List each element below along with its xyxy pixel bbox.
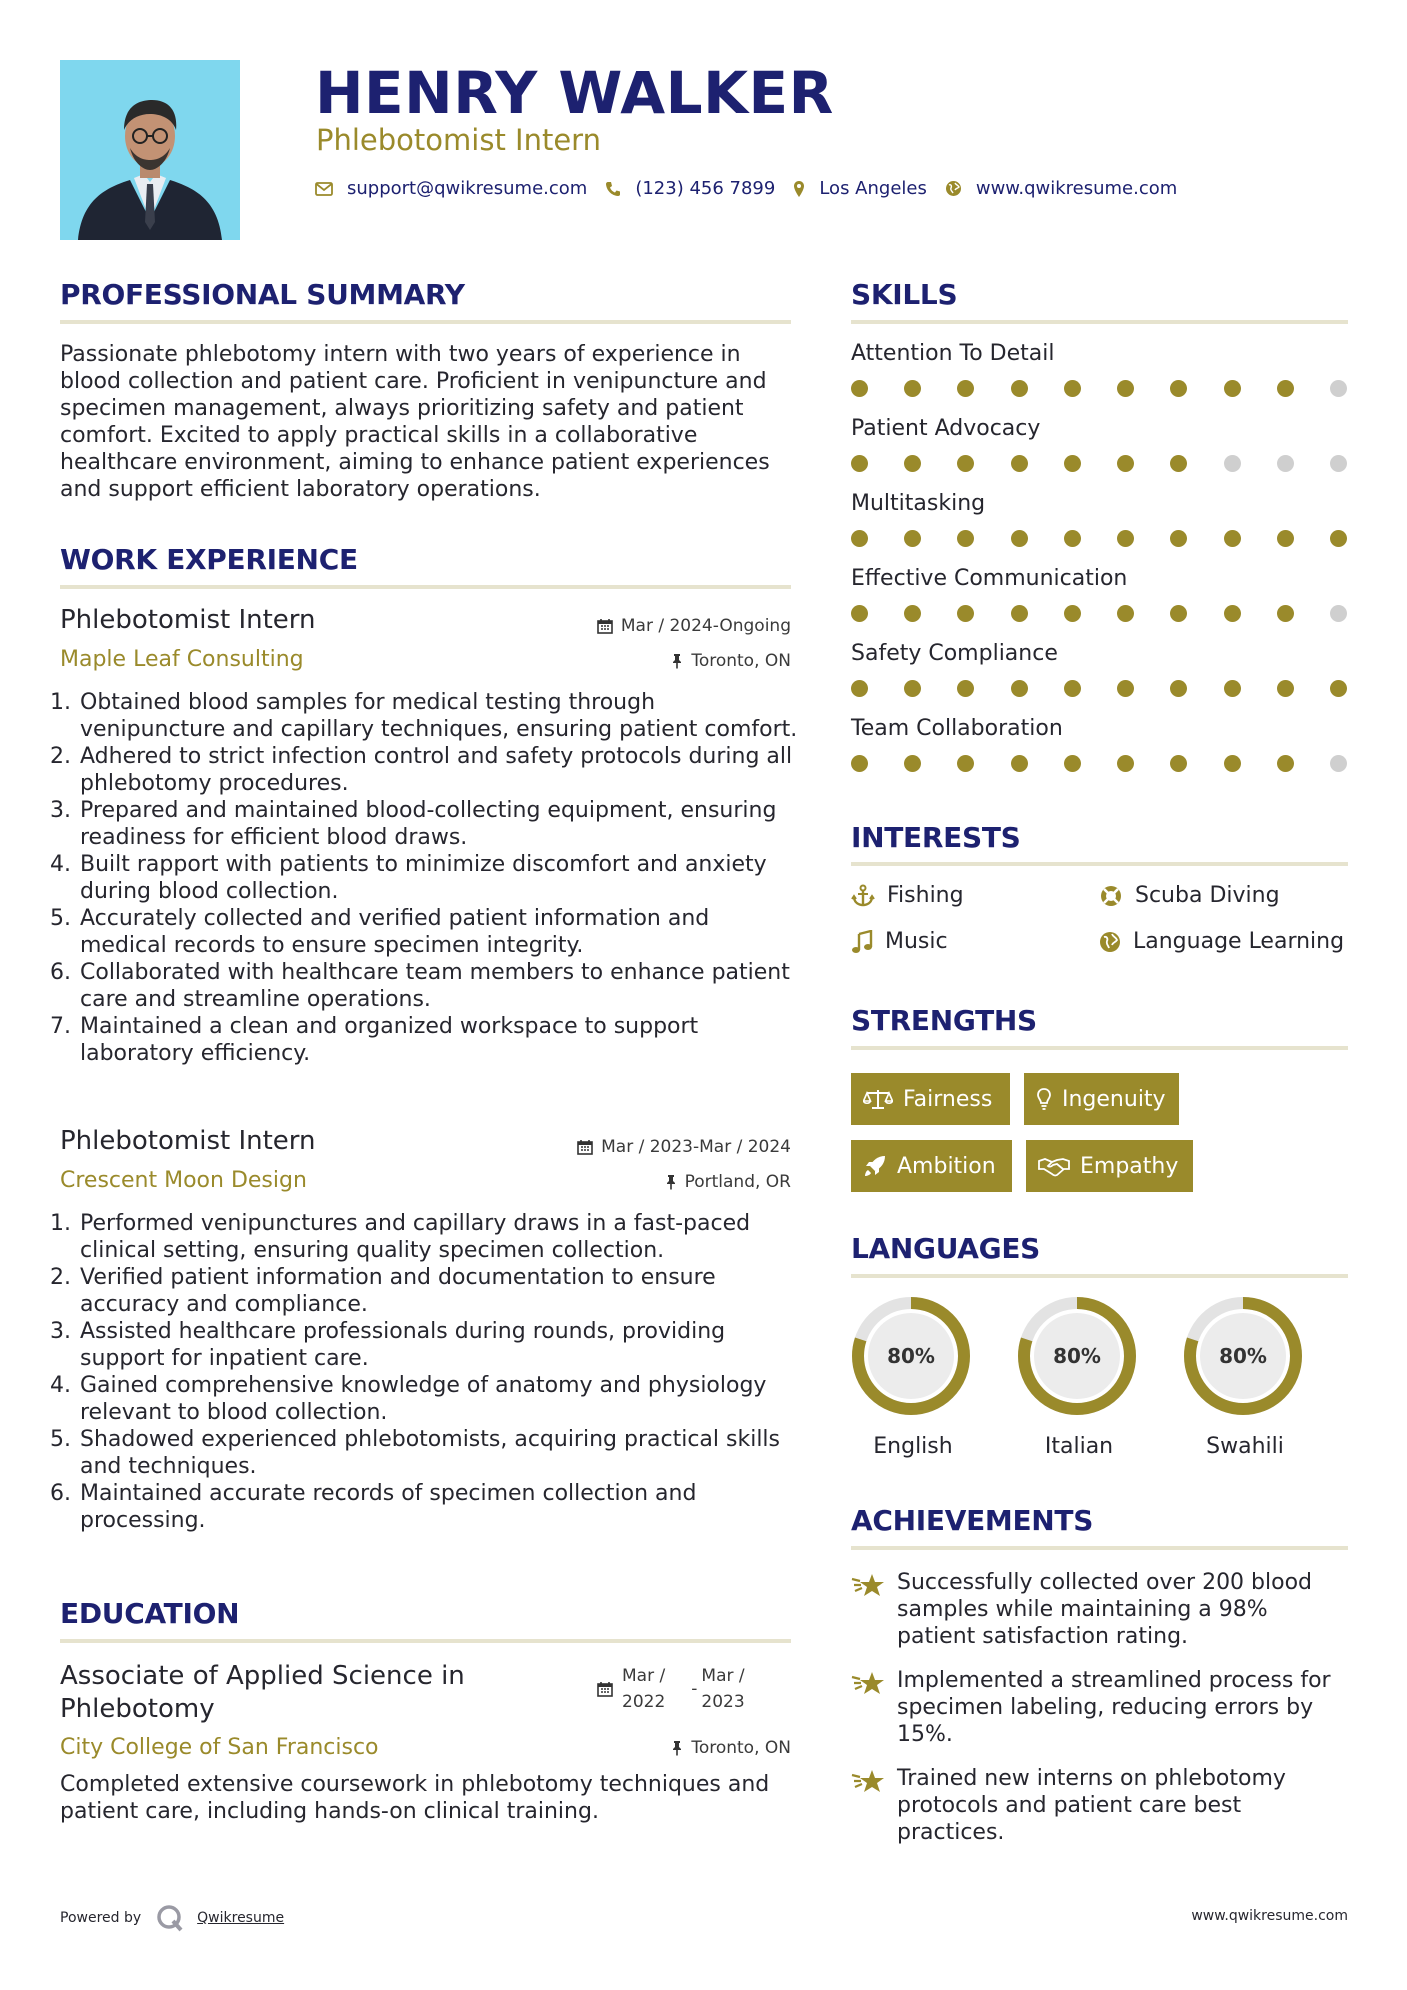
- skill-rating: [851, 755, 1347, 772]
- rating-dot: [1064, 605, 1081, 622]
- list-item: 7. Maintained a clean and organized workspace to support laboratory efficiency.: [78, 1013, 798, 1067]
- date-separator: -: [691, 1679, 698, 1699]
- rating-dot: [1011, 380, 1028, 397]
- rating-dot: [1011, 455, 1028, 472]
- language-percent: 80%: [1219, 1344, 1267, 1368]
- pushpin-icon: [671, 1740, 683, 1756]
- contact-location: [793, 178, 927, 199]
- achievement-item: [851, 1765, 1348, 1846]
- school-name: City College of San Francisco: [60, 1735, 379, 1760]
- skill-rating: [851, 455, 1347, 472]
- achievement-item: [851, 1667, 1348, 1748]
- summary-line: and support efficient laboratory operations.: [60, 477, 541, 502]
- rating-dot: [1064, 530, 1081, 547]
- list-item: 1. Obtained blood samples for medical testing through venipuncture and capillary techniques, ensuring patient comfort.: [78, 689, 798, 743]
- location-text: Los Angeles: [819, 178, 927, 199]
- rating-dot: [904, 455, 921, 472]
- rating-dot: [1330, 455, 1347, 472]
- rating-dot: [1117, 455, 1134, 472]
- achievements-list: [851, 1569, 1348, 1846]
- rating-dot: [904, 680, 921, 697]
- rating-dot: [1064, 755, 1081, 772]
- skill-name: Attention To Detail: [851, 341, 1055, 366]
- education-description: Completed extensive coursework in phlebotomy techniques and patient care, including hands-on clinical training.: [60, 1772, 770, 1824]
- rating-dot: [1224, 530, 1241, 547]
- rating-dot: [1011, 755, 1028, 772]
- rating-dot: [1011, 605, 1028, 622]
- skill-name: Safety Compliance: [851, 641, 1058, 666]
- rating-dot: [1277, 530, 1294, 547]
- rating-dot: [851, 680, 868, 697]
- phone-text: (123) 456 7899: [635, 178, 776, 199]
- rating-dot: [957, 755, 974, 772]
- job-title: Phlebotomist Intern: [60, 1126, 316, 1156]
- footer-powered: [60, 1903, 284, 1933]
- skill-item: [851, 641, 1347, 716]
- list-item: 2. Verified patient information and documentation to ensure accuracy and compliance.: [78, 1264, 813, 1318]
- rating-dot: [1277, 680, 1294, 697]
- rating-dot: [1170, 455, 1187, 472]
- degree-title: [60, 1660, 465, 1726]
- summary-line: healthcare environment, aiming to enhance patient experiences: [60, 450, 770, 475]
- interest-label: Music: [885, 929, 948, 954]
- pushpin-icon: [665, 1174, 677, 1190]
- strengths-heading: STRENGTHS: [851, 1004, 1037, 1037]
- job-date: [577, 1137, 791, 1157]
- anchor-icon: [851, 884, 875, 908]
- skill-item: [851, 416, 1347, 491]
- interest-item: [851, 929, 948, 954]
- rating-dot: [1170, 680, 1187, 697]
- strength-label: Ingenuity: [1062, 1086, 1166, 1112]
- list-item: 2. Adhered to strict infection control and safety protocols during all phlebotomy procedures.: [78, 743, 798, 797]
- rating-dot: [851, 530, 868, 547]
- envelope-icon: [315, 182, 333, 196]
- rating-dot: [1117, 530, 1134, 547]
- rating-dot: [1117, 605, 1134, 622]
- rating-dot: [851, 380, 868, 397]
- rating-dot: [1277, 755, 1294, 772]
- list-item: 4. Built rapport with patients to minimize discomfort and anxiety during blood collection.: [78, 851, 798, 905]
- rating-dot: [1277, 605, 1294, 622]
- languages-rule: [851, 1274, 1348, 1278]
- footer-site[interactable]: www.qwikresume.com: [1191, 1908, 1348, 1924]
- skill-name: Patient Advocacy: [851, 416, 1041, 441]
- strength-label: Empathy: [1080, 1153, 1179, 1179]
- contact-phone[interactable]: [605, 178, 775, 199]
- language-percent: 80%: [1053, 1344, 1101, 1368]
- rating-dot: [904, 380, 921, 397]
- profile-photo: [60, 60, 240, 240]
- rating-dot: [1224, 680, 1241, 697]
- job-title: Phlebotomist Intern: [60, 605, 316, 635]
- job-location: [665, 1172, 791, 1192]
- strength-tag: [1024, 1073, 1179, 1125]
- balance-scale-icon: [863, 1088, 893, 1110]
- rating-dot: [957, 380, 974, 397]
- rating-dot: [1224, 380, 1241, 397]
- rating-dot: [904, 605, 921, 622]
- rating-dot: [1170, 755, 1187, 772]
- job-responsibilities: [60, 1210, 813, 1534]
- summary-text: [60, 341, 800, 503]
- lightbulb-icon: [1036, 1087, 1052, 1111]
- rating-dot: [1330, 605, 1347, 622]
- interest-label: Fishing: [887, 883, 964, 908]
- rating-dot: [1011, 680, 1028, 697]
- skill-name: Multitasking: [851, 491, 986, 516]
- job-date-text: Mar / 2024-Ongoing: [620, 616, 791, 636]
- music-note-icon: [851, 930, 873, 954]
- rating-dot: [1330, 380, 1347, 397]
- job-location-text: Portland, OR: [684, 1172, 791, 1192]
- rating-dot: [1064, 455, 1081, 472]
- interest-label: Scuba Diving: [1135, 883, 1280, 908]
- strengths-rule: [851, 1046, 1348, 1050]
- candidate-name: HENRY WALKER: [315, 59, 834, 127]
- date-part: Mar /: [622, 1666, 666, 1686]
- summary-line: comfort. Excited to apply practical skills in a collaborative: [60, 423, 698, 448]
- rating-dot: [851, 605, 868, 622]
- list-item: 6. Maintained accurate records of specimen collection and processing.: [78, 1480, 813, 1534]
- strength-tag: [851, 1140, 1012, 1192]
- language-name: Italian: [1044, 1434, 1114, 1459]
- strength-label: Fairness: [903, 1086, 993, 1112]
- rating-dot: [904, 530, 921, 547]
- experience-heading: WORK EXPERIENCE: [60, 543, 358, 576]
- rating-dot: [957, 530, 974, 547]
- rating-dot: [1117, 680, 1134, 697]
- job-location: [671, 651, 791, 671]
- skill-item: [851, 716, 1347, 791]
- rating-dot: [1277, 455, 1294, 472]
- summary-line: blood collection and patient care. Proficient in venipuncture and: [60, 369, 767, 394]
- job-date: [597, 616, 791, 636]
- rating-dot: [1117, 755, 1134, 772]
- skill-rating: [851, 605, 1347, 622]
- skills-rule: [851, 320, 1348, 324]
- skill-rating: [851, 530, 1347, 547]
- interests-rule: [851, 862, 1348, 866]
- language-rings: [845, 1290, 1325, 1460]
- language-name: English: [873, 1434, 953, 1459]
- qwikresume-logo-icon: [155, 1903, 185, 1933]
- education-heading: EDUCATION: [60, 1597, 240, 1630]
- rating-dot: [1170, 380, 1187, 397]
- shooting-star-icon: [851, 1571, 885, 1599]
- skills-list: [851, 341, 1347, 791]
- interests-heading: INTERESTS: [851, 821, 1021, 854]
- education-date: [597, 1663, 745, 1715]
- achievement-item: [851, 1569, 1348, 1650]
- rating-dot: [1330, 755, 1347, 772]
- rating-dot: [957, 605, 974, 622]
- interest-item: [851, 883, 964, 908]
- summary-line: specimen management, always prioritizing safety and patient: [60, 396, 744, 421]
- rocket-icon: [863, 1154, 887, 1178]
- list-item: 5. Shadowed experienced phlebotomists, acquiring practical skills and techniques.: [78, 1426, 813, 1480]
- shooting-star-icon: [851, 1669, 885, 1697]
- job-company: Maple Leaf Consulting: [60, 647, 304, 672]
- languages-heading: LANGUAGES: [851, 1232, 1041, 1265]
- date-part: 2022: [622, 1692, 666, 1712]
- skill-item: [851, 491, 1347, 566]
- date-part: Mar /: [701, 1666, 745, 1686]
- website-text: www.qwikresume.com: [975, 178, 1178, 199]
- skills-heading: SKILLS: [851, 278, 958, 311]
- strength-label: Ambition: [897, 1153, 996, 1179]
- rating-dot: [1224, 755, 1241, 772]
- degree-line: Associate of Applied Science in: [60, 1661, 465, 1691]
- interest-item: [1099, 883, 1280, 908]
- education-location-text: Toronto, ON: [691, 1738, 791, 1758]
- rating-dot: [904, 755, 921, 772]
- achievement-text: Implemented a streamlined process for specimen labeling, reducing errors by 15%.: [897, 1668, 1331, 1747]
- list-item: 3. Assisted healthcare professionals during rounds, providing support for inpatient care.: [78, 1318, 813, 1372]
- contact-website[interactable]: [945, 178, 1177, 199]
- powered-by-text: Powered by: [60, 1910, 142, 1926]
- summary-rule: [60, 320, 791, 324]
- handshake-icon: [1038, 1155, 1070, 1177]
- skill-item: [851, 566, 1347, 641]
- rating-dot: [1064, 380, 1081, 397]
- strength-tag: [1026, 1140, 1193, 1192]
- job-date-text: Mar / 2023-Mar / 2024: [601, 1137, 791, 1157]
- rating-dot: [1224, 455, 1241, 472]
- contact-bar: [315, 178, 1195, 199]
- language-name: Swahili: [1206, 1434, 1284, 1459]
- rating-dot: [1170, 605, 1187, 622]
- language-percent: 80%: [887, 1344, 935, 1368]
- list-item: 3. Prepared and maintained blood-collecting equipment, ensuring readiness for efficient blood draws.: [78, 797, 798, 851]
- globe-icon: [1099, 931, 1121, 953]
- list-item: 5. Accurately collected and verified patient information and medical records to ensure specimen integrity.: [78, 905, 798, 959]
- rating-dot: [957, 455, 974, 472]
- list-item: 6. Collaborated with healthcare team members to enhance patient care and streamline operations.: [78, 959, 798, 1013]
- skill-rating: [851, 680, 1347, 697]
- shooting-star-icon: [851, 1767, 885, 1795]
- rating-dot: [1330, 680, 1347, 697]
- map-pin-icon: [793, 180, 805, 198]
- achievements-rule: [851, 1546, 1348, 1550]
- skill-rating: [851, 380, 1347, 397]
- job-responsibilities: [60, 689, 798, 1067]
- rating-dot: [1170, 530, 1187, 547]
- contact-email[interactable]: [315, 178, 587, 199]
- list-item: 4. Gained comprehensive knowledge of anatomy and physiology relevant to blood collection.: [78, 1372, 813, 1426]
- rating-dot: [1277, 380, 1294, 397]
- rating-dot: [1011, 530, 1028, 547]
- education-date-end: [701, 1663, 744, 1715]
- job-company: Crescent Moon Design: [60, 1168, 307, 1193]
- list-item: 1. Performed venipunctures and capillary draws in a fast-paced clinical setting, ensuring quality specimen collection.: [78, 1210, 813, 1264]
- job-location-text: Toronto, ON: [691, 651, 791, 671]
- calendar-icon: [577, 1139, 593, 1155]
- calendar-icon: [597, 618, 613, 634]
- interest-label: Language Learning: [1133, 929, 1345, 954]
- person-portrait-icon: [60, 60, 240, 240]
- date-part: 2023: [701, 1692, 745, 1712]
- summary-heading: PROFESSIONAL SUMMARY: [60, 278, 465, 311]
- achievement-text: Successfully collected over 200 blood samples while maintaining a 98% patient satisfaction rating.: [897, 1570, 1313, 1649]
- phone-icon: [605, 181, 621, 197]
- rating-dot: [1064, 680, 1081, 697]
- rating-dot: [1117, 380, 1134, 397]
- pushpin-icon: [671, 653, 683, 669]
- degree-line: Phlebotomy: [60, 1694, 215, 1724]
- education-location: [671, 1738, 791, 1758]
- skill-name: Effective Communication: [851, 566, 1128, 591]
- rating-dot: [1224, 605, 1241, 622]
- life-ring-icon: [1099, 884, 1123, 908]
- education-rule: [60, 1639, 791, 1643]
- skill-name: Team Collaboration: [851, 716, 1063, 741]
- interest-item: [1099, 929, 1344, 954]
- rating-dot: [1330, 530, 1347, 547]
- email-text: support@qwikresume.com: [347, 178, 588, 199]
- achievement-text: Trained new interns on phlebotomy protocols and patient care best practices.: [897, 1766, 1286, 1845]
- calendar-icon: [597, 1681, 613, 1697]
- strength-tag: [851, 1073, 1010, 1125]
- summary-line: Passionate phlebotomy intern with two years of experience in: [60, 342, 741, 367]
- education-date-start: [622, 1663, 665, 1715]
- rating-dot: [957, 680, 974, 697]
- experience-rule: [60, 585, 791, 589]
- rating-dot: [851, 755, 868, 772]
- globe-icon: [945, 180, 962, 197]
- skill-item: [851, 341, 1347, 416]
- achievements-heading: ACHIEVEMENTS: [851, 1504, 1094, 1537]
- rating-dot: [851, 455, 868, 472]
- candidate-role: Phlebotomist Intern: [316, 123, 601, 157]
- qwikresume-link[interactable]: Qwikresume: [197, 1910, 285, 1926]
